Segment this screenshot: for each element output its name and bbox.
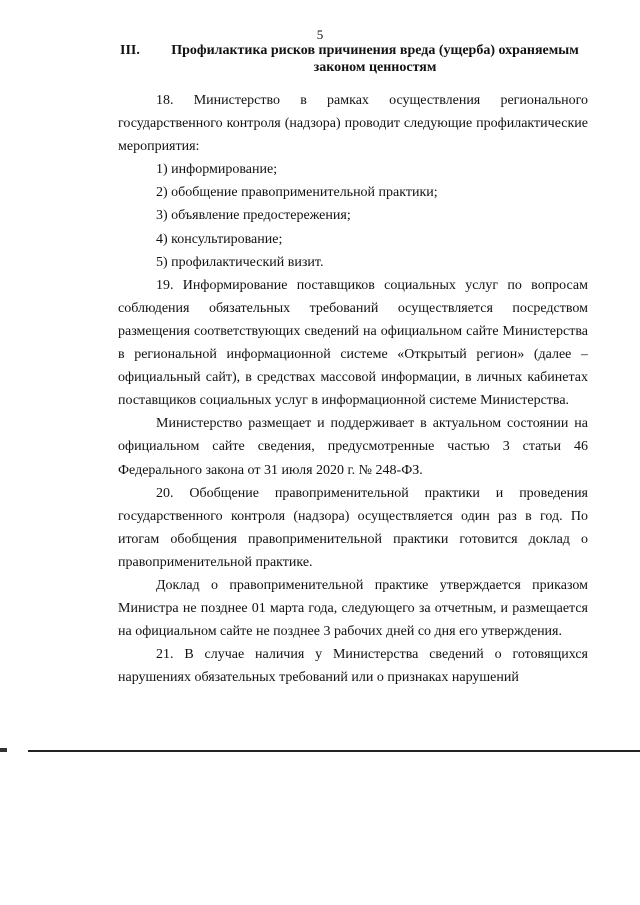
paragraph-19-continued: Министерство размещает и поддерживает в актуальном состоянии на официальном сайте сведения, предусмотренные частью 3 статьи 46 Федерального закона от 31 июля 2020 г. № 248-ФЗ. bbox=[118, 416, 588, 478]
page-number: 5 bbox=[316, 27, 324, 42]
list-item: 2) обобщение правоприменительной практики; bbox=[156, 185, 438, 201]
paragraph-20: 20. Обобщение правоприменительной практики и проведения государственного контроля (надзора) осуществляется один раз в год. По итогам обобщения правоприменительной практики готовится доклад о правоприменительной практике. bbox=[118, 485, 588, 570]
list-item: 4) консультирование; bbox=[156, 231, 283, 247]
footer-divider bbox=[28, 750, 640, 752]
list-item: 5) профилактический визит. bbox=[156, 254, 324, 270]
section-number: III. bbox=[120, 43, 140, 58]
section-heading bbox=[120, 42, 590, 76]
paragraph-18: 18. Министерство в рамках осуществления регионального государственного контроля (надзора) проводит следующие профилактические мероприятия: bbox=[118, 93, 588, 155]
paragraph-19: 19. Информирование поставщиков социальных услуг по вопросам соблюдения обязательных требований осуществляется посредством размещения соответствующих сведений на официальном сайте Министерства в региональной информационной системе «Открытый регион» (далее – официальный сайт), в средствах массовой информации, в личных кабинетах поставщиков социальных услуг в информационной системе Министерства. bbox=[118, 277, 588, 409]
list-item: 3) объявление предостережения; bbox=[156, 208, 351, 224]
list-item: 1) информирование; bbox=[156, 162, 278, 178]
document-body bbox=[118, 89, 588, 689]
paragraph-21: 21. В случае наличия у Министерства сведений о готовящихся нарушениях обязательных требований или о признаках нарушений bbox=[118, 647, 588, 686]
scan-edge-mark bbox=[0, 748, 7, 752]
paragraph-20-continued: Доклад о правоприменительной практике утверждается приказом Министра не позднее 01 марта года, следующего за отчетным, и размещается на официальном сайте не позднее 3 рабочих дней со дня его утверждения. bbox=[118, 577, 588, 640]
section-title: Профилактика рисков причинения вреда (ущерба) охраняемым законом ценностям bbox=[171, 43, 579, 75]
